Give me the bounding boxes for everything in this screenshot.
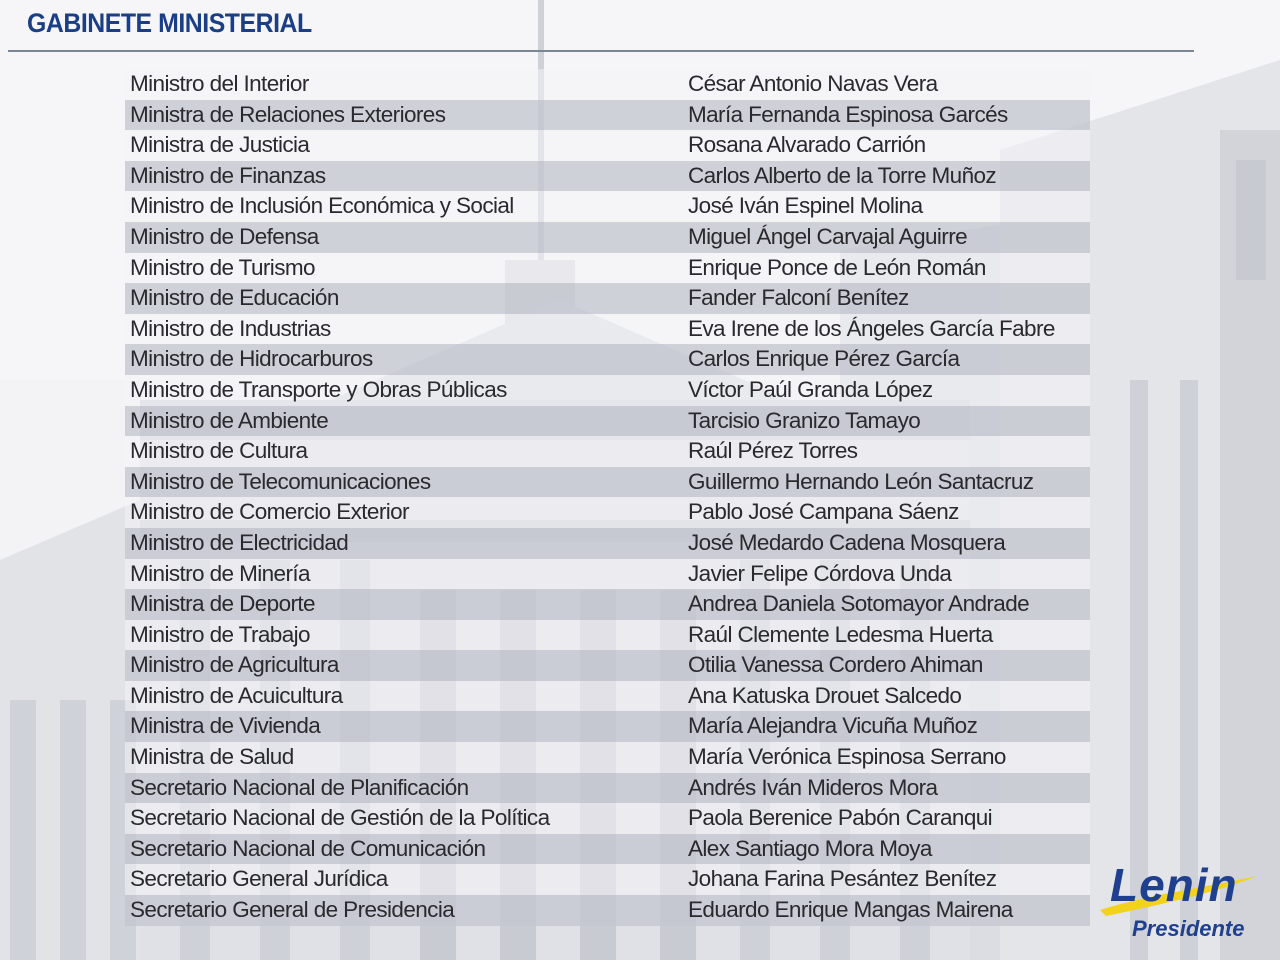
minister-name: Carlos Enrique Pérez García	[688, 346, 960, 372]
ministry-name: Secretario Nacional de Gestión de la Política	[130, 805, 550, 831]
minister-name: Pablo José Campana Sáenz	[688, 499, 959, 525]
minister-name: Tarcisio Granizo Tamayo	[688, 407, 921, 433]
list-item	[125, 528, 1090, 559]
minister-name: Andrés Iván Mideros Mora	[688, 774, 938, 800]
ministry-name: Ministro de Electricidad	[130, 529, 349, 555]
ministry-name: Secretario General de Presidencia	[130, 897, 455, 923]
list-item	[125, 895, 1090, 926]
list-item	[125, 620, 1090, 651]
minister-name: Rosana Alvarado Carrión	[688, 132, 926, 158]
ministry-name: Ministro de Educación	[130, 285, 339, 311]
list-item	[125, 191, 1090, 222]
ministry-name: Secretario Nacional de Planificación	[130, 774, 469, 800]
ministry-name: Secretario General Jurídica	[130, 866, 388, 892]
list-item	[125, 650, 1090, 681]
list-item	[125, 711, 1090, 742]
page-title: GABINETE MINISTERIAL	[27, 8, 312, 38]
list-item	[125, 834, 1090, 865]
logo-subtitle: Presidente	[1132, 916, 1245, 941]
list-item	[125, 375, 1090, 406]
minister-name: Eduardo Enrique Mangas Mairena	[688, 897, 1013, 923]
list-item	[125, 161, 1090, 192]
list-item	[125, 283, 1090, 314]
ministry-name: Ministro de Trabajo	[130, 621, 310, 647]
minister-name: Alex Santiago Mora Moya	[688, 835, 932, 861]
list-item	[125, 497, 1090, 528]
ministry-name: Ministro de Agricultura	[130, 652, 339, 678]
ministry-name: Secretario Nacional de Comunicación	[130, 835, 486, 861]
minister-name: Miguel Ángel Carvajal Aguirre	[688, 223, 968, 249]
ministry-name: Ministra de Deporte	[130, 591, 315, 617]
list-item	[125, 864, 1090, 895]
minister-name: José Medardo Cadena Mosquera	[688, 529, 1006, 555]
list-item	[125, 559, 1090, 590]
ministry-name: Ministro de Cultura	[130, 438, 308, 464]
ministry-name: Ministro de Industrias	[130, 315, 331, 341]
campaign-logo	[1092, 852, 1267, 957]
minister-name: Javier Felipe Córdova Unda	[688, 560, 952, 586]
list-item	[125, 69, 1090, 100]
title-divider	[8, 50, 1194, 52]
ministry-name: Ministro del Interior	[130, 71, 309, 96]
list-item	[125, 467, 1090, 498]
minister-name: Andrea Daniela Sotomayor Andrade	[688, 591, 1030, 617]
minister-name: Víctor Paúl Granda López	[688, 376, 933, 402]
ministry-name: Ministra de Justicia	[130, 132, 310, 158]
list-item	[125, 803, 1090, 834]
ministry-name: Ministro de Acuicultura	[130, 682, 343, 708]
logo-name: Lenin	[1110, 859, 1238, 911]
minister-name: Fander Falconí Benítez	[688, 285, 909, 311]
minister-name: Eva Irene de los Ángeles García Fabre	[688, 315, 1055, 341]
ministry-name: Ministro de Minería	[130, 560, 310, 586]
minister-name: Raúl Clemente Ledesma Huerta	[688, 621, 993, 647]
minister-name: César Antonio Navas Vera	[688, 71, 938, 96]
ministry-name: Ministro de Finanzas	[130, 162, 326, 188]
ministry-name: Ministro de Defensa	[130, 223, 319, 249]
minister-name: Johana Farina Pesántez Benítez	[688, 866, 997, 892]
minister-name: Paola Berenice Pabón Caranqui	[688, 805, 993, 831]
minister-name: Ana Katuska Drouet Salcedo	[688, 682, 962, 708]
cabinet-list	[125, 69, 1090, 926]
ministry-name: Ministro de Inclusión Económica y Social	[130, 193, 514, 219]
ministry-name: Ministro de Transporte y Obras Públicas	[130, 376, 507, 402]
list-item	[125, 344, 1090, 375]
list-item	[125, 742, 1090, 773]
minister-name: María Verónica Espinosa Serrano	[688, 744, 1006, 770]
ministry-name: Ministro de Turismo	[130, 254, 315, 280]
list-item	[125, 589, 1090, 620]
minister-name: María Fernanda Espinosa Garcés	[688, 101, 1008, 127]
minister-name: Raúl Pérez Torres	[688, 438, 858, 464]
minister-name: Guillermo Hernando León Santacruz	[688, 468, 1034, 494]
minister-name: Enrique Ponce de León Román	[688, 254, 986, 280]
list-item	[125, 253, 1090, 284]
ministry-name: Ministro de Hidrocarburos	[130, 346, 373, 372]
ministry-name: Ministro de Comercio Exterior	[130, 499, 409, 525]
list-item	[125, 314, 1090, 345]
minister-name: José Iván Espinel Molina	[688, 193, 923, 219]
list-item	[125, 681, 1090, 712]
ministry-name: Ministra de Relaciones Exteriores	[130, 101, 446, 127]
list-item	[125, 130, 1090, 161]
list-item	[125, 406, 1090, 437]
minister-name: Carlos Alberto de la Torre Muñoz	[688, 162, 997, 188]
ministry-name: Ministra de Salud	[130, 744, 294, 770]
list-item	[125, 436, 1090, 467]
list-item	[125, 222, 1090, 253]
minister-name: María Alejandra Vicuña Muñoz	[688, 713, 978, 739]
ministry-name: Ministro de Telecomunicaciones	[130, 468, 431, 494]
list-item	[125, 773, 1090, 804]
minister-name: Otilia Vanessa Cordero Ahiman	[688, 652, 983, 678]
ministry-name: Ministra de Vivienda	[130, 713, 321, 739]
ministry-name: Ministro de Ambiente	[130, 407, 329, 433]
list-item	[125, 100, 1090, 131]
